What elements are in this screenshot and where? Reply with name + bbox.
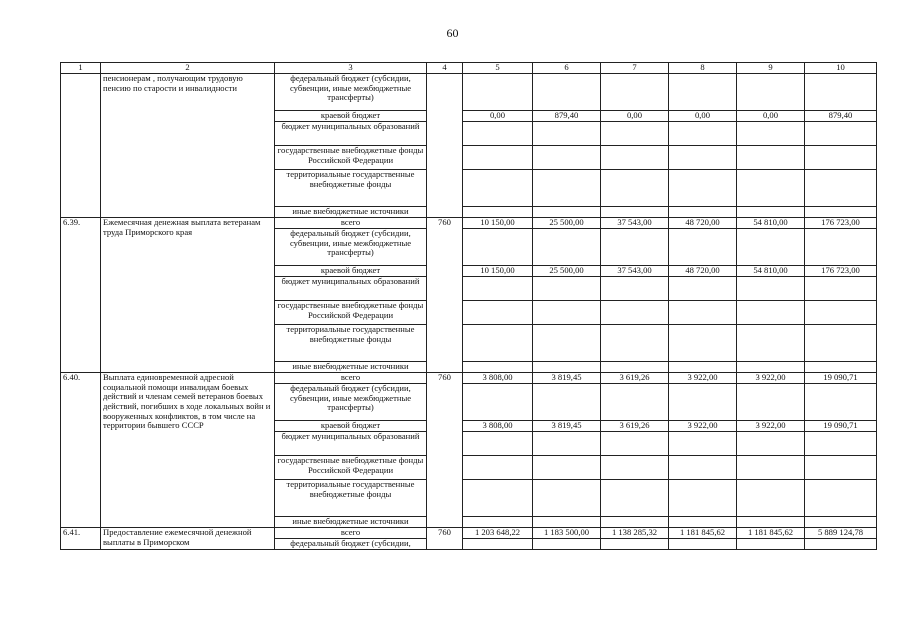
value-cell [737, 384, 805, 421]
value-cell: 54 810,00 [737, 266, 805, 277]
value-cell [533, 432, 601, 456]
value-cell [533, 539, 601, 550]
value-cell: 54 810,00 [737, 218, 805, 229]
value-cell: 1 203 648,22 [463, 528, 533, 539]
value-cell [463, 146, 533, 170]
value-cell [805, 74, 877, 111]
value-cell [737, 301, 805, 325]
table-row [61, 218, 877, 229]
value-cell [601, 456, 669, 480]
value-cell [601, 539, 669, 550]
value-cell [601, 325, 669, 362]
value-cell [601, 432, 669, 456]
page-number: 60 [446, 26, 459, 40]
value-cell: 3 619,26 [601, 373, 669, 384]
value-cell [533, 384, 601, 421]
funding-source: краевой бюджет [275, 421, 427, 432]
value-cell [669, 384, 737, 421]
value-cell [805, 480, 877, 517]
funding-source: федеральный бюджет (субсидии, субвенции, иные межбюджетные трансферты) [275, 229, 427, 266]
funding-source: иные внебюджетные источники [275, 362, 427, 373]
value-cell: 3 808,00 [463, 373, 533, 384]
value-cell [601, 74, 669, 111]
funding-source: федеральный бюджет (субсидии, субвенции, иные межбюджетные трансферты) [275, 74, 427, 111]
value-cell [737, 325, 805, 362]
value-cell [805, 362, 877, 373]
value-cell: 1 181 845,62 [737, 528, 805, 539]
value-cell [805, 539, 877, 550]
value-cell [737, 74, 805, 111]
value-cell [669, 517, 737, 528]
value-cell [601, 362, 669, 373]
value-cell [533, 517, 601, 528]
value-cell: 25 500,00 [533, 266, 601, 277]
item-name: Выплата единовременной адресной социальной помощи инвалидам боевых действий и членам семей ветеранов боевых действий, погибших в ходе локальных войн и вооруженных конфликтов, в том числе на территории бывшего СССР [101, 373, 275, 528]
funding-source: территориальные государственные внебюджетные фонды [275, 325, 427, 362]
value-cell [805, 517, 877, 528]
value-cell [601, 277, 669, 301]
value-cell: 3 619,26 [601, 421, 669, 432]
value-cell: 25 500,00 [533, 218, 601, 229]
funding-source: всего [275, 528, 427, 539]
value-cell [737, 122, 805, 146]
value-cell [669, 277, 737, 301]
value-cell [463, 207, 533, 218]
funding-source: государственные внебюджетные фонды Российской Федерации [275, 301, 427, 325]
value-cell [737, 480, 805, 517]
value-cell [669, 229, 737, 266]
funding-source: иные внебюджетные источники [275, 207, 427, 218]
value-cell [737, 146, 805, 170]
value-cell: 37 543,00 [601, 266, 669, 277]
column-header: 6 [533, 63, 601, 74]
value-cell: 1 138 285,32 [601, 528, 669, 539]
value-cell [805, 432, 877, 456]
value-cell: 3 819,45 [533, 421, 601, 432]
value-cell [669, 480, 737, 517]
value-cell [669, 362, 737, 373]
value-cell [669, 539, 737, 550]
value-cell [669, 301, 737, 325]
value-cell [533, 301, 601, 325]
value-cell: 48 720,00 [669, 266, 737, 277]
funding-source: всего [275, 218, 427, 229]
column-header: 7 [601, 63, 669, 74]
value-cell: 0,00 [463, 111, 533, 122]
value-cell [805, 384, 877, 421]
value-cell [669, 170, 737, 207]
value-cell: 879,40 [533, 111, 601, 122]
value-cell [669, 432, 737, 456]
item-number [61, 74, 101, 218]
value-cell [463, 456, 533, 480]
item-number: 6.41. [61, 528, 101, 550]
value-cell [463, 539, 533, 550]
value-cell: 3 922,00 [737, 421, 805, 432]
table-row [61, 373, 877, 384]
value-cell [533, 325, 601, 362]
table-row [61, 528, 877, 539]
value-cell: 3 922,00 [669, 421, 737, 432]
value-cell [463, 362, 533, 373]
value-cell [737, 517, 805, 528]
value-cell [805, 277, 877, 301]
value-cell: 19 090,71 [805, 373, 877, 384]
funding-source: территориальные государственные внебюджетные фонды [275, 170, 427, 207]
value-cell [463, 480, 533, 517]
value-cell [805, 325, 877, 362]
item-name: пенсионерам , получающим трудовую пенсию по старости и инвалидности [101, 74, 275, 218]
value-cell [463, 517, 533, 528]
funding-source: бюджет муниципальных образований [275, 277, 427, 301]
value-cell [737, 277, 805, 301]
funding-source: государственные внебюджетные фонды Российской Федерации [275, 146, 427, 170]
value-cell: 879,40 [805, 111, 877, 122]
value-cell [533, 122, 601, 146]
value-cell: 1 183 500,00 [533, 528, 601, 539]
item-number: 6.39. [61, 218, 101, 373]
budget-code [427, 74, 463, 218]
value-cell [737, 432, 805, 456]
funding-source: бюджет муниципальных образований [275, 122, 427, 146]
item-name: Предоставление ежемесячной денежной выплаты в Приморском [101, 528, 275, 550]
funding-source: иные внебюджетные источники [275, 517, 427, 528]
value-cell: 19 090,71 [805, 421, 877, 432]
column-header: 8 [669, 63, 737, 74]
funding-source: всего [275, 373, 427, 384]
funding-source: территориальные государственные внебюджетные фонды [275, 480, 427, 517]
value-cell [669, 456, 737, 480]
value-cell: 10 150,00 [463, 266, 533, 277]
value-cell [533, 229, 601, 266]
value-cell [533, 277, 601, 301]
value-cell [805, 229, 877, 266]
value-cell [601, 170, 669, 207]
column-header: 2 [101, 63, 275, 74]
value-cell [737, 362, 805, 373]
value-cell [669, 207, 737, 218]
value-cell [463, 122, 533, 146]
column-header: 5 [463, 63, 533, 74]
value-cell: 3 819,45 [533, 373, 601, 384]
value-cell [669, 325, 737, 362]
value-cell [737, 539, 805, 550]
value-cell: 176 723,00 [805, 218, 877, 229]
value-cell: 48 720,00 [669, 218, 737, 229]
column-header: 1 [61, 63, 101, 74]
value-cell [533, 207, 601, 218]
value-cell [533, 480, 601, 517]
value-cell: 10 150,00 [463, 218, 533, 229]
header-row [61, 63, 877, 74]
value-cell [805, 170, 877, 207]
value-cell [805, 122, 877, 146]
value-cell: 0,00 [737, 111, 805, 122]
value-cell [533, 74, 601, 111]
value-cell [669, 74, 737, 111]
value-cell [533, 456, 601, 480]
column-header: 4 [427, 63, 463, 74]
value-cell [601, 146, 669, 170]
value-cell [533, 170, 601, 207]
column-header: 3 [275, 63, 427, 74]
value-cell: 5 889 124,78 [805, 528, 877, 539]
budget-table [60, 62, 877, 550]
value-cell [669, 146, 737, 170]
value-cell [805, 146, 877, 170]
value-cell: 1 181 845,62 [669, 528, 737, 539]
budget-code: 760 [427, 218, 463, 373]
value-cell [533, 146, 601, 170]
budget-code: 760 [427, 373, 463, 528]
item-number: 6.40. [61, 373, 101, 528]
value-cell: 3 808,00 [463, 421, 533, 432]
value-cell [601, 301, 669, 325]
value-cell [669, 122, 737, 146]
value-cell: 3 922,00 [737, 373, 805, 384]
budget-code: 760 [427, 528, 463, 550]
item-name: Ежемесячная денежная выплата ветеранам труда Приморского края [101, 218, 275, 373]
funding-source: федеральный бюджет (субсидии, субвенции, иные межбюджетные трансферты) [275, 384, 427, 421]
value-cell [463, 170, 533, 207]
value-cell [533, 362, 601, 373]
value-cell: 37 543,00 [601, 218, 669, 229]
value-cell [463, 432, 533, 456]
value-cell [601, 207, 669, 218]
column-header: 9 [737, 63, 805, 74]
table-row [61, 74, 877, 111]
value-cell: 176 723,00 [805, 266, 877, 277]
funding-source: краевой бюджет [275, 111, 427, 122]
funding-source: краевой бюджет [275, 266, 427, 277]
value-cell [805, 207, 877, 218]
value-cell: 0,00 [669, 111, 737, 122]
value-cell [737, 456, 805, 480]
value-cell [601, 517, 669, 528]
column-header: 10 [805, 63, 877, 74]
value-cell [463, 229, 533, 266]
value-cell [463, 301, 533, 325]
funding-source: федеральный бюджет (субсидии, [275, 539, 427, 550]
value-cell [805, 456, 877, 480]
value-cell [737, 229, 805, 266]
value-cell [601, 229, 669, 266]
value-cell [463, 74, 533, 111]
value-cell [601, 480, 669, 517]
value-cell [463, 277, 533, 301]
value-cell [601, 384, 669, 421]
funding-source: государственные внебюджетные фонды Российской Федерации [275, 456, 427, 480]
value-cell: 3 922,00 [669, 373, 737, 384]
funding-source: бюджет муниципальных образований [275, 432, 427, 456]
value-cell [805, 301, 877, 325]
value-cell [601, 122, 669, 146]
value-cell [463, 325, 533, 362]
value-cell [737, 170, 805, 207]
value-cell [463, 384, 533, 421]
value-cell: 0,00 [601, 111, 669, 122]
value-cell [737, 207, 805, 218]
